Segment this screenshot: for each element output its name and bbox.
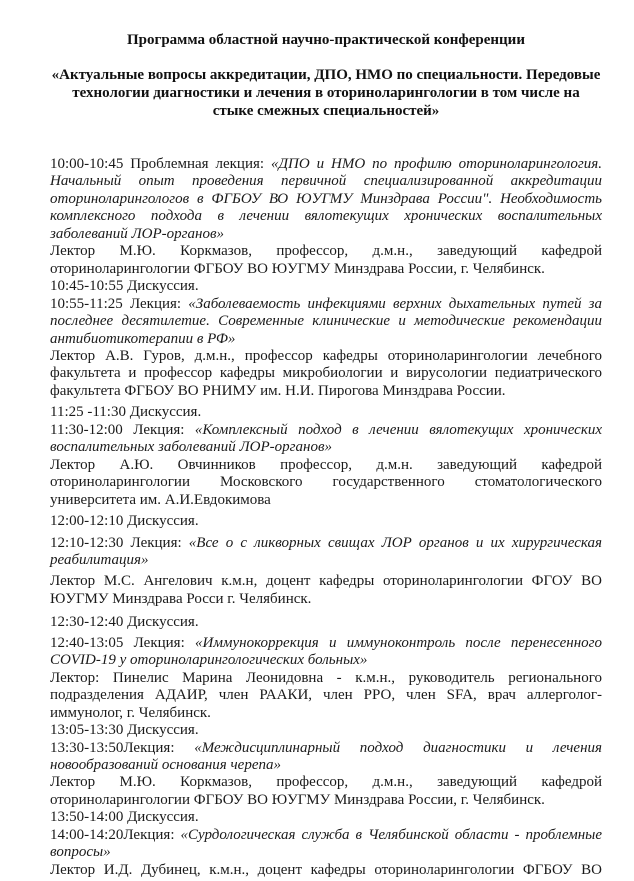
conference-subtitle	[46, 66, 606, 120]
session-title: «Комплексный подход в лечении вялотекущих хронических воспалительных заболеваний ЛОР-органов»	[50, 421, 602, 456]
lecturer-line: Лектор М.Ю. Коркмазов, профессор, д.м.н., заведующий кафедрой оториноларингологии ФГБОУ ВО ЮУГМУ Минздрава России, г. Челябинск.	[50, 774, 602, 808]
session-entry	[50, 827, 602, 862]
session-entry	[50, 635, 602, 670]
session-time: 13:30-13:50	[50, 739, 124, 756]
session-title: «Заболеваемость инфекциями верхних дыхательных путей за последнее десятилетие. Современные клинические и методические рекомендации антибиотикотерапии в РФ»	[50, 295, 603, 347]
session-entry	[50, 740, 602, 775]
discussion-line: 10:45-10:55 Дискуссия.	[50, 278, 199, 295]
discussion-line: 12:30-12:40 Дискуссия.	[50, 614, 199, 631]
session-kind: Лекция:	[133, 634, 185, 651]
subtitle-line: стыке смежных специальностей»	[212, 103, 440, 119]
session-title: «Сурдологическая служба в Челябинской области - проблемные вопросы»	[50, 826, 602, 861]
discussion-line: 13:05-13:30 Дискуссия.	[50, 722, 199, 739]
lecturer-line: Лектор М.Ю. Коркмазов, профессор, д.м.н., заведующий кафедрой оториноларингологии ФГБОУ ВО ЮУГМУ Минздрава России, г. Челябинск.	[50, 243, 602, 277]
lecturer-line: Лектор М.С. Ангелович к.м.н, доцент кафедры оториноларингологии ФГОУ ВО ЮУГМУ Минздрава Росси г. Челябинск.	[50, 573, 602, 607]
session-kind: Проблемная лекция:	[130, 156, 265, 172]
session-time: 12:40-13:05	[50, 634, 124, 651]
session-kind: Лекция:	[123, 739, 175, 756]
session-time: 10:55-11:25	[50, 295, 123, 312]
lecturer-line: Лектор: Пинелис Марина Леонидовна - к.м.н., руководитель регионального подразделения АДАИР, член РААКИ, член РРО, член SFA, врач аллерголог-иммунолог, г. Челябинск.	[50, 669, 602, 721]
lecturer-line: Лектор А.В. Гуров, д.м.н., профессор кафедры оториноларингологии лечебного факультета и профессор кафедры микробиологии и вирусологии педиатрического факультета ФГБОУ ВО РНИМУ им. Н.И. Пирогова Минздрава России.	[50, 347, 602, 399]
subtitle-line: технологии диагностики и лечения в оториноларингологии в том числе на	[72, 85, 580, 101]
session-entry	[50, 422, 602, 457]
lecturer-line: Лектор А.Ю. Овчинников профессор, д.м.н. заведующий кафедрой оториноларингологии Московского государственного стоматологического университета им. А.И.Евдокимова	[50, 456, 602, 508]
program-body	[50, 156, 602, 879]
session-kind: Лекция:	[129, 295, 182, 312]
session-kind: Лекция:	[133, 421, 185, 438]
session-title: «Все о с ликворных свищах ЛОР органов и их хирургическая реабилитация»	[50, 534, 603, 568]
lecturer-line: Лектор И.Д. Дубинец, к.м.н., доцент кафедры оториноларингологии ФГБОУ ВО	[50, 861, 602, 878]
session-title: «Иммунокоррекция и иммуноконтроль после перенесенного COVID-19 у оториноларингологических больных»	[50, 634, 602, 669]
discussion-line: 12:00-12:10 Дискуссия.	[50, 513, 199, 530]
session-entry	[50, 296, 602, 348]
session-time: 12:10-12:30	[50, 534, 124, 551]
session-title: «Междисциплинарный подход диагностики и лечения новообразований основания черепа»	[50, 739, 603, 773]
discussion-line: 11:25 -11:30 Дискуссия.	[50, 404, 202, 421]
session-entry	[50, 535, 602, 570]
page-title: Программа областной научно-практической конференции	[127, 32, 525, 48]
session-time: 14:00-14:20	[50, 826, 124, 843]
discussion-line: 13:50-14:00 Дискуссия.	[50, 809, 199, 826]
subtitle-line: «Актуальные вопросы аккредитации, ДПО, НМО по специальности. Передовые	[51, 67, 601, 83]
session-title: «ДПО и НМО по профилю оториноларингология. Начальный опыт проведения первичной специализированной аккредитации оториноларингологов в ФГБОУ ВО ЮУГМУ Минздрава России". Необходимость комплексного подхода в лечении вялотекущих хронических воспалительных заболеваний ЛОР-органов»	[50, 156, 603, 242]
session-kind: Лекция:	[130, 534, 182, 551]
session-time: 11:30-12:00	[50, 421, 123, 438]
session-time: 10:00-10:45	[50, 156, 124, 172]
session-entry	[50, 156, 602, 243]
session-kind: Лекция:	[123, 826, 175, 843]
